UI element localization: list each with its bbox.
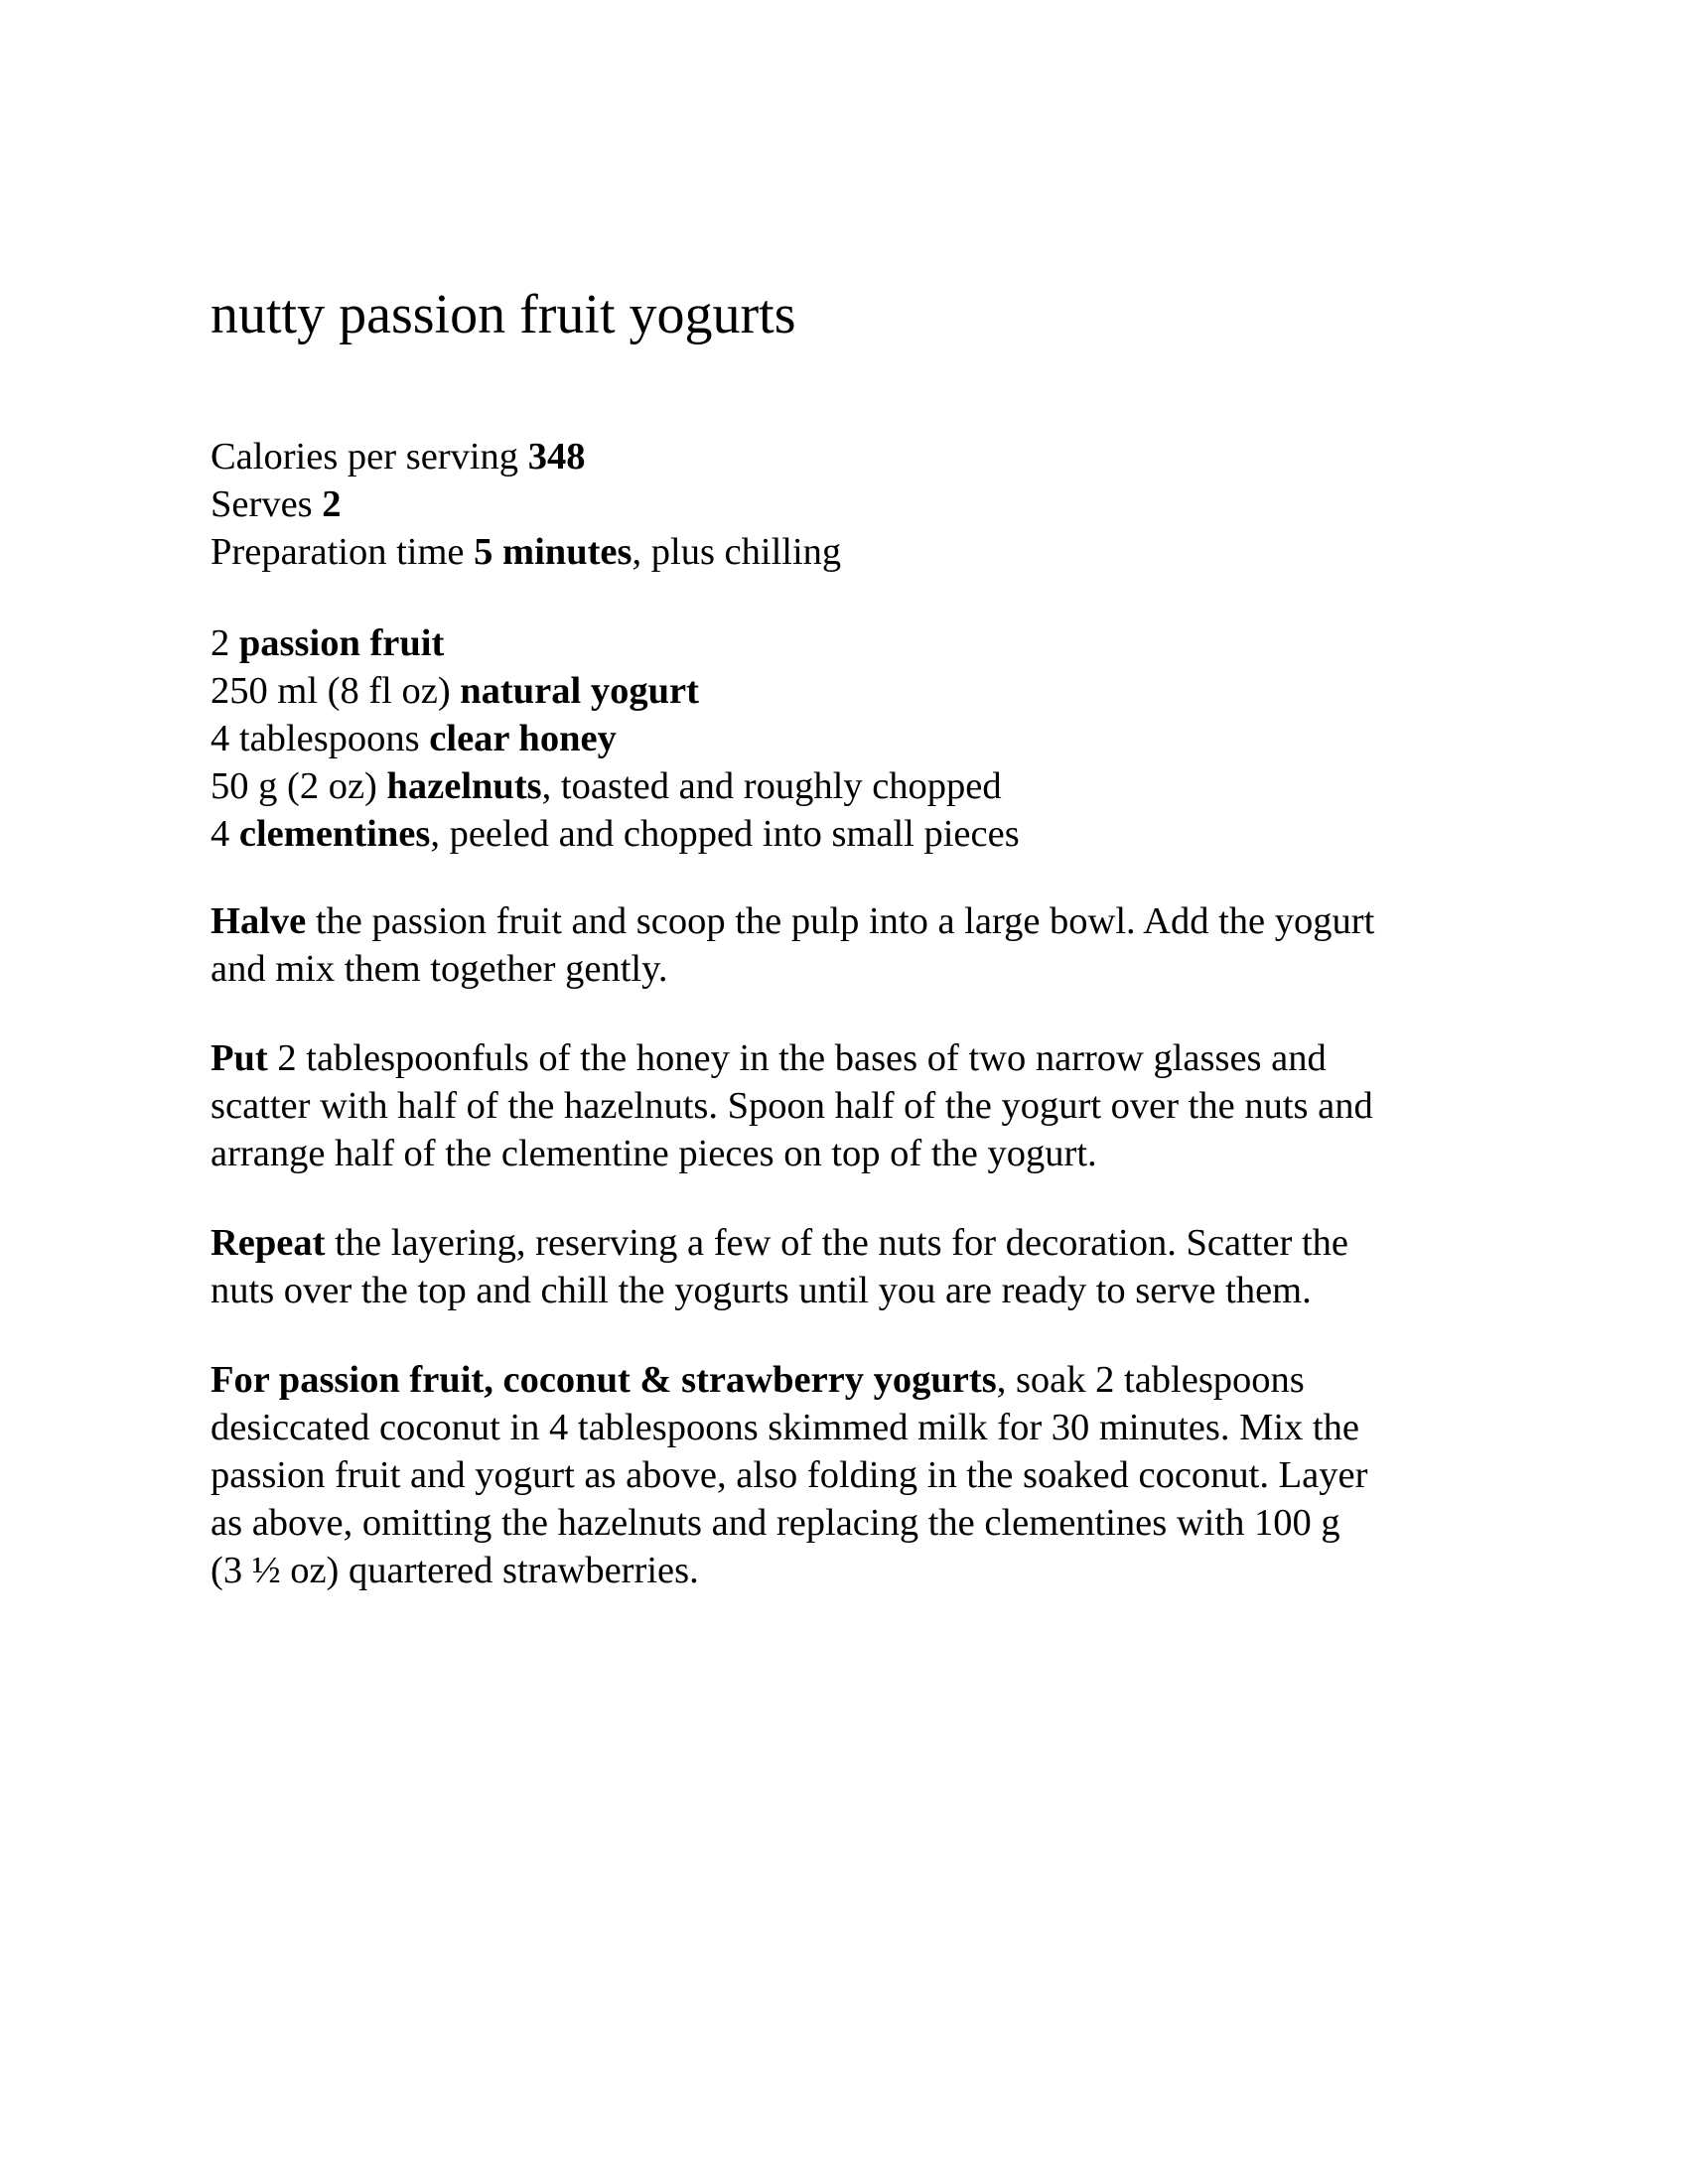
variation-line: passion fruit and yogurt as above, also folding in the soaked coconut. Layer <box>211 1454 1368 1496</box>
method-step-lead: Repeat <box>211 1222 326 1264</box>
ingredients-list <box>211 619 1501 858</box>
calories-line <box>211 433 1501 480</box>
ingredient-qty: 2 <box>211 622 239 664</box>
ingredient-item <box>211 619 1501 667</box>
calories-value: 348 <box>527 436 586 478</box>
ingredient-name: natural yogurt <box>460 670 699 712</box>
ingredient-qty: 250 ml (8 fl oz) <box>211 670 461 712</box>
variation-line: desiccated coconut in 4 tablespoons skimmed milk for 30 minutes. Mix the <box>211 1407 1359 1448</box>
ingredient-qty: 4 <box>211 813 239 855</box>
ingredient-name: passion fruit <box>238 622 445 664</box>
variation-line: as above, omitting the hazelnuts and replacing the clementines with 100 g <box>211 1502 1340 1544</box>
ingredient-qty: 50 g (2 oz) <box>211 765 387 807</box>
method-line: and mix them together gently. <box>211 948 668 990</box>
method-step-halve <box>211 897 1501 993</box>
variation-text: , soak 2 tablespoons <box>996 1359 1305 1401</box>
ingredient-note: , peeled and chopped into small pieces <box>430 813 1020 855</box>
method-step-put <box>211 1034 1501 1177</box>
ingredient-item <box>211 762 1501 810</box>
ingredient-item <box>211 667 1501 715</box>
serves-value: 2 <box>322 483 342 525</box>
recipe-meta <box>211 433 1501 576</box>
ingredient-name: clear honey <box>429 718 617 759</box>
variation-paragraph <box>211 1356 1501 1594</box>
ingredient-qty: 4 tablespoons <box>211 718 430 759</box>
ingredient-note: , toasted and roughly chopped <box>541 765 1002 807</box>
ingredient-name: hazelnuts <box>386 765 542 807</box>
method-line <box>211 897 1501 945</box>
ingredient-name: clementines <box>238 813 431 855</box>
prep-label: Preparation time <box>211 531 475 573</box>
method-step-lead: Put <box>211 1037 268 1079</box>
prep-value: 5 minutes <box>474 531 633 573</box>
recipe-title: nutty passion fruit yogurts <box>211 284 796 345</box>
prep-suffix: , plus chilling <box>632 531 842 573</box>
serves-line <box>211 480 1501 528</box>
method-line: scatter with half of the hazelnuts. Spoon half of the yogurt over the nuts and <box>211 1085 1373 1127</box>
method-line <box>211 1219 1501 1267</box>
method-step-text: the passion fruit and scoop the pulp into a large bowl. Add the yogurt <box>306 900 1375 942</box>
ingredient-item <box>211 715 1501 762</box>
variation-lead: For passion fruit, coconut & strawberry yogurts <box>211 1359 997 1401</box>
method-line <box>211 1034 1501 1082</box>
ingredient-item <box>211 810 1501 858</box>
variation-line: (3 ½ oz) quartered strawberries. <box>211 1550 699 1591</box>
prep-time-line <box>211 528 1501 576</box>
calories-label: Calories per serving <box>211 436 528 478</box>
method-step-repeat <box>211 1219 1501 1314</box>
method-step-lead: Halve <box>211 900 307 942</box>
method-step-text: 2 tablespoonfuls of the honey in the bases of two narrow glasses and <box>267 1037 1327 1079</box>
method-step-text: the layering, reserving a few of the nuts for decoration. Scatter the <box>325 1222 1349 1264</box>
variation-line <box>211 1356 1501 1404</box>
serves-label: Serves <box>211 483 323 525</box>
method-line: nuts over the top and chill the yogurts until you are ready to serve them. <box>211 1270 1312 1311</box>
method-line: arrange half of the clementine pieces on top of the yogurt. <box>211 1133 1097 1174</box>
